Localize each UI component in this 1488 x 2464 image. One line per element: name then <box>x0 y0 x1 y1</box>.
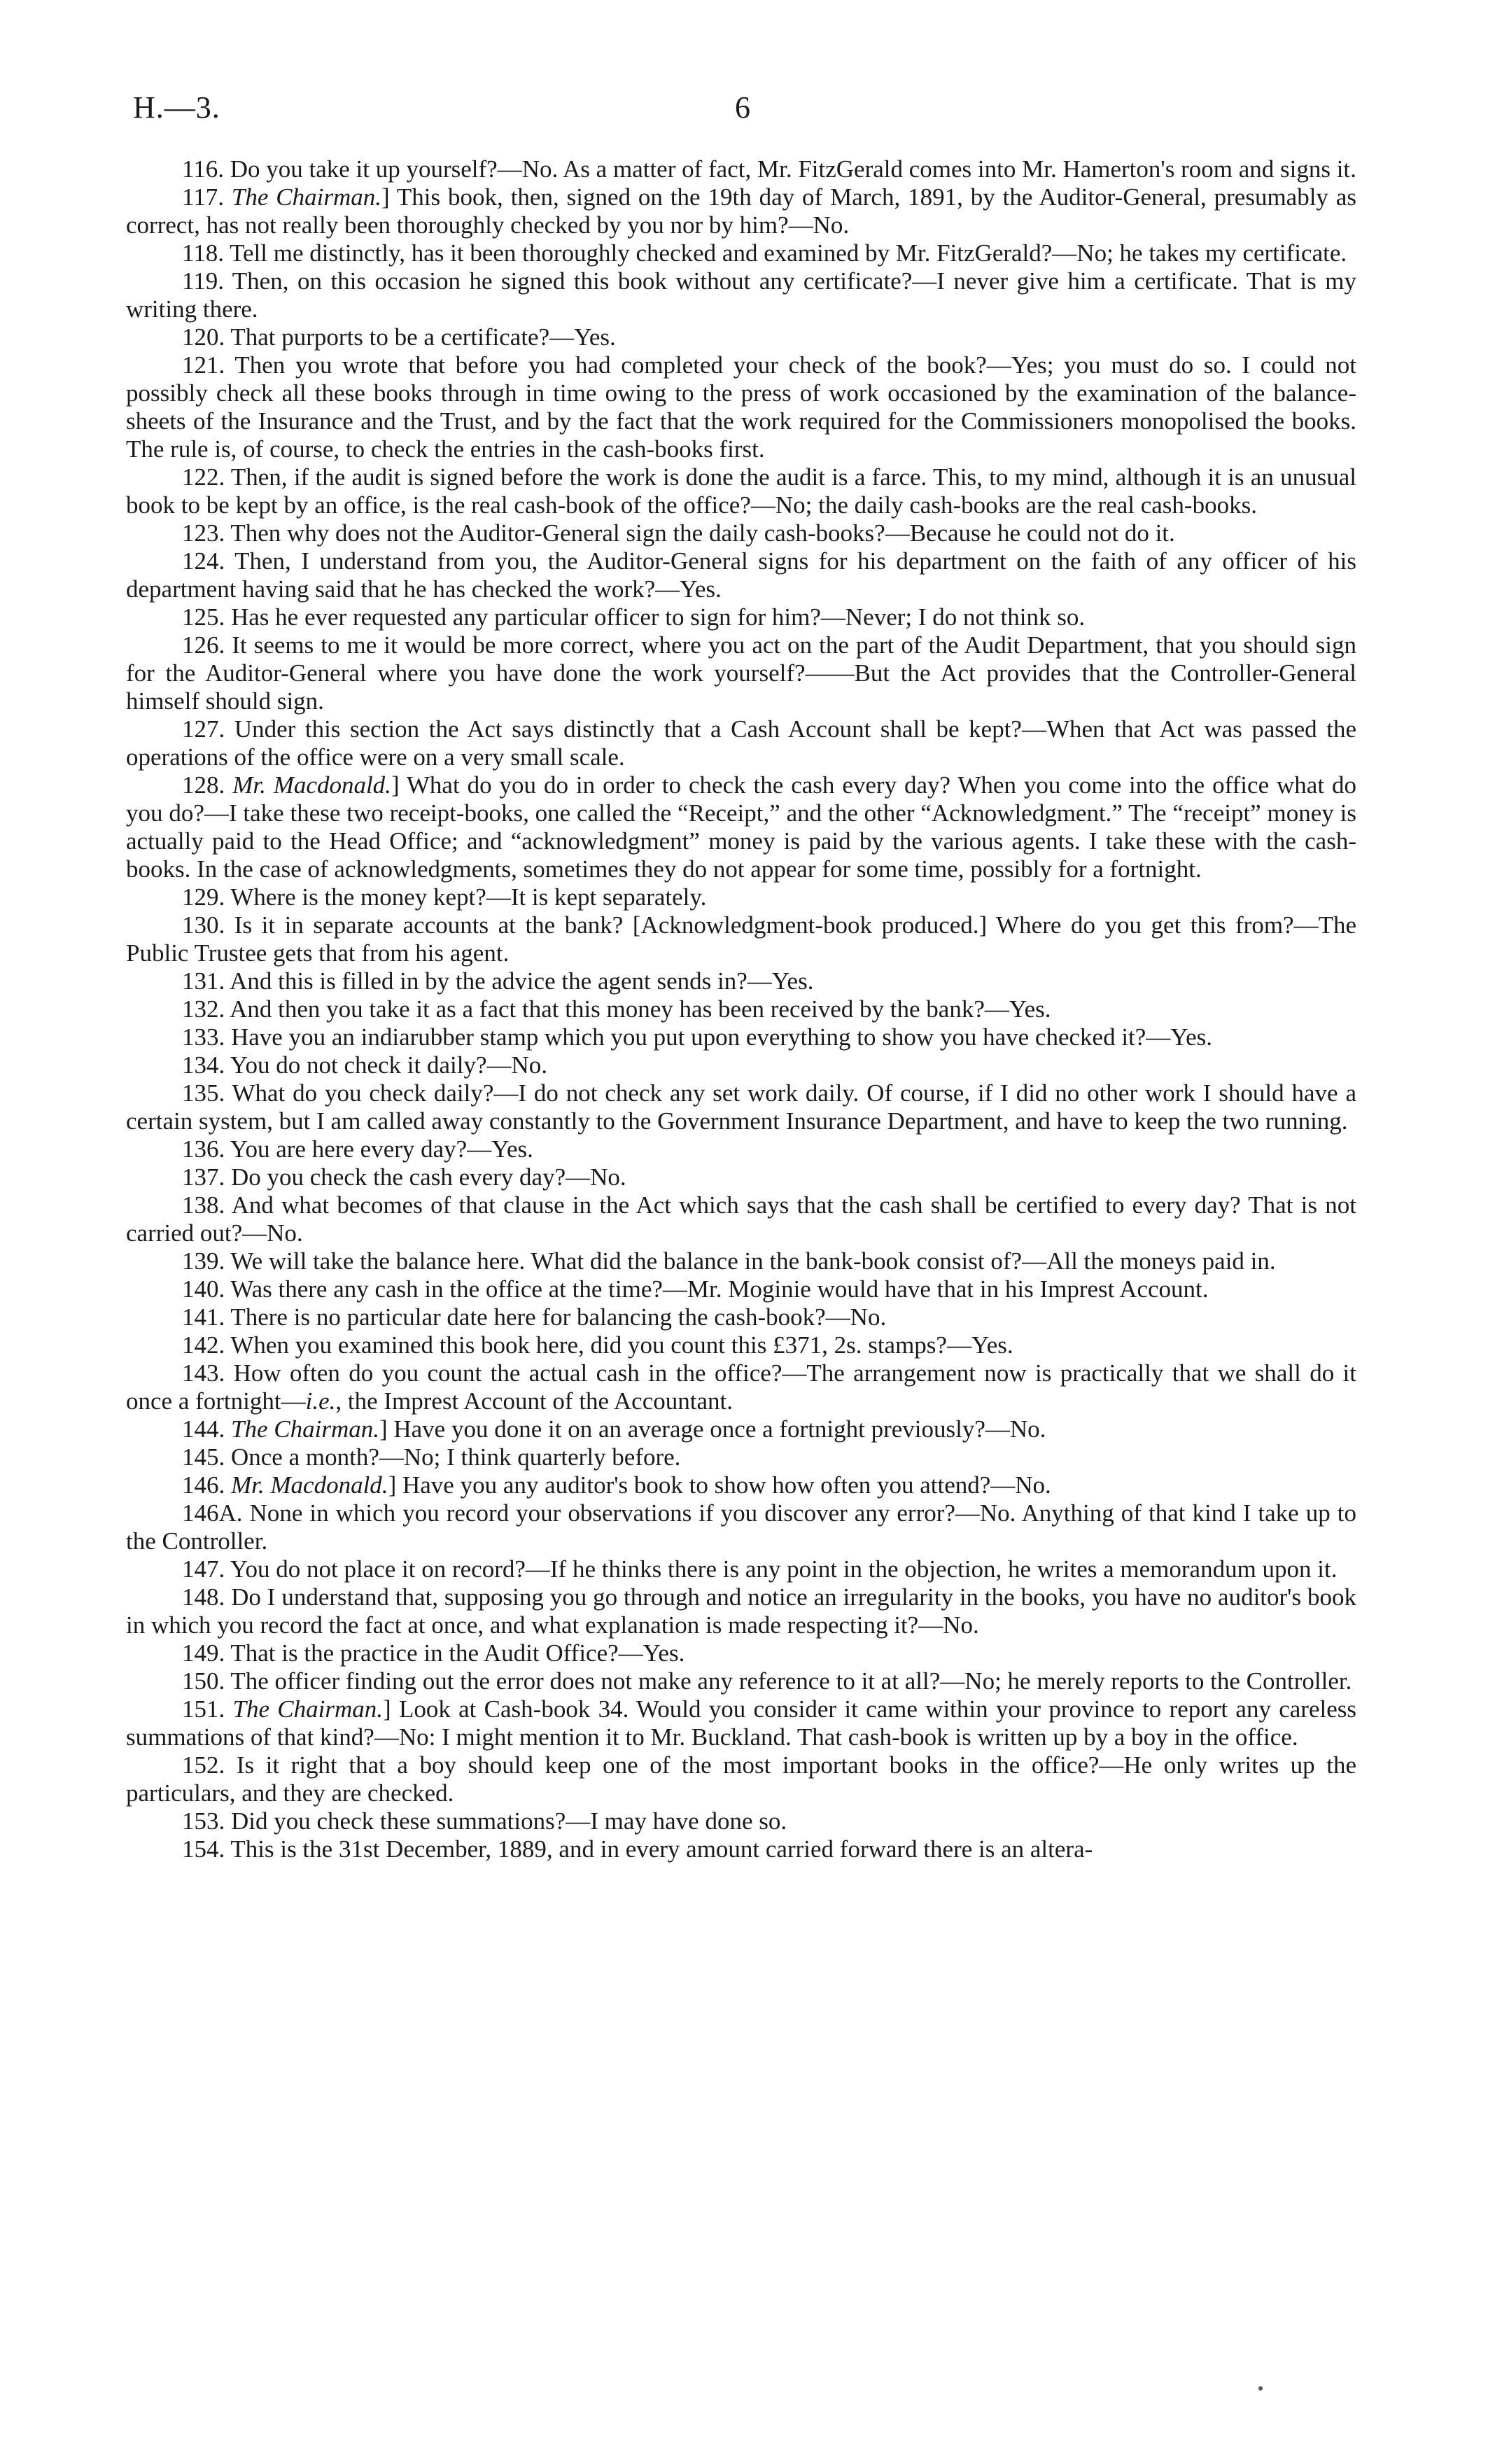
question-paragraph: 153. Did you check these summations?—I may have done so. <box>182 1807 787 1835</box>
question-paragraph: 129. Where is the money kept?—It is kept separately. <box>182 883 707 911</box>
question-paragraph: 131. And this is filled in by the advice the agent sends in?—Yes. <box>182 967 814 995</box>
question-paragraph: 121. Then you wrote that before you had completed your check of the book?—Yes; you must do so. I could not possibly check all these books through in time owing to the press of work occasioned by the examination of the balance-sheets of the Insurance and the Trust, and by the fact that the work required for the Commissioners monopolised the books. The rule is, of course, to check the entries in the cash-books first. <box>126 351 1356 463</box>
question-paragraph: 144. The Chairman.] Have you done it on an average once a fortnight previously?—No. <box>182 1415 1046 1443</box>
question-paragraph: 134. You do not check it daily?—No. <box>182 1051 548 1079</box>
question-paragraph: 142. When you examined this book here, did you count this £371, 2s. stamps?—Yes. <box>182 1331 1013 1359</box>
question-paragraph: 116. Do you take it up yourself?—No. As a matter of fact, Mr. FitzGerald comes into Mr. Hamerton's room and signs it. <box>182 155 1356 183</box>
question-paragraph: 149. That is the practice in the Audit Office?—Yes. <box>182 1639 685 1667</box>
document-body <box>126 155 1356 1863</box>
question-paragraph: 140. Was there any cash in the office at the time?—Mr. Moginie would have that in his Imprest Account. <box>182 1275 1209 1303</box>
document-reference: H.—3. <box>133 90 220 125</box>
question-paragraph: 154. This is the 31st December, 1889, and in every amount carried forward there is an altera- <box>182 1835 1093 1863</box>
question-paragraph: 151. The Chairman.] Look at Cash-book 34. Would you consider it came within your province to report any careless summations of that kind?—No: I might mention it to Mr. Buckland. That cash-book is written up by a boy in the office. <box>126 1695 1356 1751</box>
question-paragraph: 118. Tell me distinctly, has it been thoroughly checked and examined by Mr. FitzGerald?—No; he takes my certificate. <box>182 239 1347 267</box>
question-paragraph: 136. You are here every day?—Yes. <box>182 1135 533 1163</box>
question-paragraph: 124. Then, I understand from you, the Auditor-General signs for his department on the faith of any officer of his department having said that he has checked the work?—Yes. <box>126 547 1356 603</box>
question-paragraph: 135. What do you check daily?—I do not check any set work daily. Of course, if I did no other work I should have a certain system, but I am called away constantly to the Government Insurance Department, and have to keep the two running. <box>126 1079 1356 1135</box>
question-paragraph: 133. Have you an indiarubber stamp which you put upon everything to show you have checked it?—Yes. <box>182 1023 1212 1051</box>
question-paragraph: 148. Do I understand that, supposing you go through and notice an irregularity in the books, you have no auditor's book in which you record the fact at once, and what explanation is made respecting it?—No. <box>126 1583 1356 1639</box>
question-paragraph: 137. Do you check the cash every day?—No. <box>182 1163 626 1191</box>
question-paragraph: 117. The Chairman.] This book, then, signed on the 19th day of March, 1891, by the Auditor-General, presumably as correct, has not really been thoroughly checked by you nor by him?—No. <box>126 183 1356 239</box>
question-paragraph: 143. How often do you count the actual cash in the office?—The arrangement now is practically that we shall do it once a fortnight—i.e., the Imprest Account of the Accountant. <box>126 1359 1356 1415</box>
question-paragraph: 141. There is no particular date here for balancing the cash-book?—No. <box>182 1303 887 1331</box>
print-speck <box>1258 2386 1263 2390</box>
question-paragraph: 146A. None in which you record your observations if you discover any error?—No. Anything of that kind I take up to the Controller. <box>126 1499 1356 1555</box>
question-paragraph: 128. Mr. Macdonald.] What do you do in order to check the cash every day? When you come into the office what do you do?—I take these two receipt-books, one called the “Receipt,” and the other “Acknowledgment.” The “receipt” money is actually paid to the Head Office; and “acknowledgment” money is paid by the various agents. I take these with the cash-books. In the case of acknowledgments, sometimes they do not appear for some time, possibly for a fortnight. <box>126 771 1357 883</box>
question-paragraph: 130. Is it in separate accounts at the bank? [Acknowledgment-book produced.] Where do you get this from?—The Public Trustee gets that from his agent. <box>126 911 1356 967</box>
question-paragraph: 147. You do not place it on record?—If he thinks there is any point in the objection, he writes a memorandum upon it. <box>182 1555 1338 1583</box>
question-paragraph: 139. We will take the balance here. What did the balance in the bank-book consist of?—All the moneys paid in. <box>182 1247 1276 1275</box>
question-paragraph: 127. Under this section the Act says distinctly that a Cash Account shall be kept?—When that Act was passed the operations of the office were on a very small scale. <box>126 715 1356 771</box>
question-paragraph: 132. And then you take it as a fact that this money has been received by the bank?—Yes. <box>182 995 1051 1023</box>
question-paragraph: 126. It seems to me it would be more correct, where you act on the part of the Audit Department, that you should sign for the Auditor-General where you have done the work yourself?——But the Act provides that the Controller-General himself should sign. <box>126 631 1356 715</box>
question-paragraph: 119. Then, on this occasion he signed this book without any certificate?—I never give him a certificate. That is my writing there. <box>126 267 1356 323</box>
page-number: 6 <box>735 90 750 125</box>
question-paragraph: 152. Is it right that a boy should keep one of the most important books in the office?—He only writes up the particulars, and they are checked. <box>126 1751 1356 1807</box>
page-header <box>133 90 1365 139</box>
question-paragraph: 146. Mr. Macdonald.] Have you any auditor's book to show how often you attend?—No. <box>182 1471 1051 1499</box>
question-paragraph: 123. Then why does not the Auditor-General sign the daily cash-books?—Because he could not do it. <box>182 519 1175 547</box>
question-paragraph: 150. The officer finding out the error does not make any reference to it at all?—No; he merely reports to the Controller. <box>182 1667 1352 1695</box>
question-paragraph: 145. Once a month?—No; I think quarterly before. <box>182 1443 681 1471</box>
question-paragraph: 138. And what becomes of that clause in the Act which says that the cash shall be certified to every day? That is not carried out?—No. <box>126 1191 1356 1247</box>
question-paragraph: 120. That purports to be a certificate?—Yes. <box>182 323 616 351</box>
question-paragraph: 122. Then, if the audit is signed before the work is done the audit is a farce. This, to my mind, although it is an unusual book to be kept by an office, is the real cash-book of the office?—No; the daily cash-books are the real cash-books. <box>126 463 1356 519</box>
question-paragraph: 125. Has he ever requested any particular officer to sign for him?—Never; I do not think so. <box>182 603 1086 631</box>
